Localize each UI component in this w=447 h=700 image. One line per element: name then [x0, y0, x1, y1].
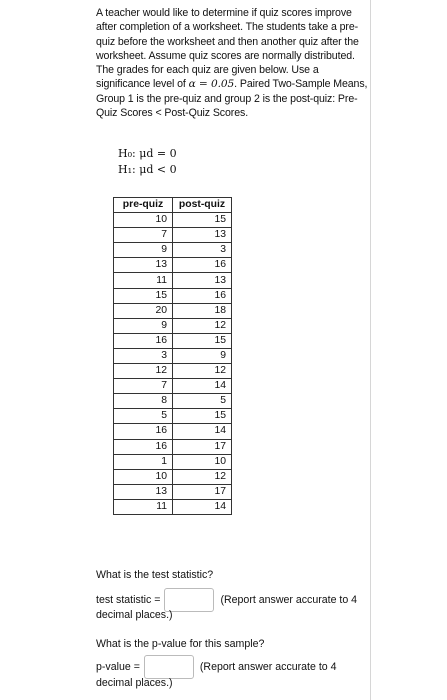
table-row [114, 258, 232, 273]
cell-post-quiz: 12 [173, 318, 232, 333]
cell-post-quiz: 15 [173, 409, 232, 424]
test-statistic-note: (Report answer accurate to 4 [220, 594, 358, 606]
table-row [114, 454, 232, 469]
cell-post-quiz: 9 [173, 348, 232, 363]
cell-pre-quiz: 9 [114, 243, 173, 258]
problem-text: A teacher would like to determine if quiz scores improve after completion of a worksheet. The students take a pre-quiz before the worksheet and then another quiz after the worksheet. Assume quiz scores are normally distributed. The grades for each quiz are given below. Use a significance level of [96, 7, 359, 91]
null-hypothesis: H₀: μd = 0 [118, 147, 177, 160]
problem-text-2: . Paired Two-Sample Means, Group 1 is the pre-quiz and group 2 is the post-quiz: Pre-Quiz Scores < Post-Quiz Scores. [96, 78, 368, 120]
cell-pre-quiz: 3 [114, 348, 173, 363]
test-statistic-label: test statistic = [96, 594, 161, 606]
table-row [114, 213, 232, 228]
cell-post-quiz: 14 [173, 499, 232, 514]
cell-pre-quiz: 7 [114, 228, 173, 243]
scores-table [113, 197, 232, 515]
cell-post-quiz: 12 [173, 469, 232, 484]
cell-post-quiz: 17 [173, 439, 232, 454]
cell-pre-quiz: 8 [114, 394, 173, 409]
alpha-value: α = 0.05 [188, 78, 235, 91]
table-body [114, 213, 232, 515]
table-row [114, 303, 232, 318]
table-row [114, 348, 232, 363]
cell-post-quiz: 17 [173, 484, 232, 499]
test-statistic-note-cont: decimal places.) [96, 609, 173, 621]
table-row [114, 333, 232, 348]
cell-pre-quiz: 1 [114, 454, 173, 469]
header-pre-quiz: pre-quiz [114, 198, 173, 213]
table-row [114, 424, 232, 439]
table-row [114, 364, 232, 379]
cell-pre-quiz: 16 [114, 424, 173, 439]
table-row [114, 439, 232, 454]
cell-pre-quiz: 7 [114, 379, 173, 394]
cell-post-quiz: 3 [173, 243, 232, 258]
table-row [114, 228, 232, 243]
cell-post-quiz: 15 [173, 333, 232, 348]
cell-post-quiz: 12 [173, 364, 232, 379]
p-value-label: p-value = [96, 661, 140, 673]
cell-pre-quiz: 10 [114, 469, 173, 484]
table-row [114, 484, 232, 499]
question-test-statistic: What is the test statistic? [96, 569, 214, 581]
cell-pre-quiz: 15 [114, 288, 173, 303]
cell-post-quiz: 14 [173, 379, 232, 394]
cell-post-quiz: 18 [173, 303, 232, 318]
cell-post-quiz: 16 [173, 288, 232, 303]
cell-pre-quiz: 11 [114, 273, 173, 288]
p-value-note: (Report answer accurate to 4 [199, 661, 337, 673]
cell-pre-quiz: 11 [114, 499, 173, 514]
cell-pre-quiz: 9 [114, 318, 173, 333]
cell-pre-quiz: 16 [114, 333, 173, 348]
table-row [114, 288, 232, 303]
cell-pre-quiz: 13 [114, 484, 173, 499]
table-header-row [114, 198, 232, 213]
p-value-note-cont: decimal places.) [96, 677, 173, 689]
table-row [114, 394, 232, 409]
header-post-quiz: post-quiz [173, 198, 232, 213]
question-p-value: What is the p-value for this sample? [96, 638, 265, 650]
table-row [114, 469, 232, 484]
table-row [114, 409, 232, 424]
table-row [114, 499, 232, 514]
cell-post-quiz: 16 [173, 258, 232, 273]
cell-pre-quiz: 13 [114, 258, 173, 273]
cell-pre-quiz: 16 [114, 439, 173, 454]
cell-post-quiz: 10 [173, 454, 232, 469]
table-row [114, 243, 232, 258]
cell-pre-quiz: 5 [114, 409, 173, 424]
table-row [114, 379, 232, 394]
cell-pre-quiz: 10 [114, 213, 173, 228]
cell-pre-quiz: 20 [114, 303, 173, 318]
problem-statement [96, 6, 372, 120]
cell-post-quiz: 15 [173, 213, 232, 228]
cell-post-quiz: 13 [173, 228, 232, 243]
cell-post-quiz: 5 [173, 394, 232, 409]
table-row [114, 318, 232, 333]
cell-post-quiz: 13 [173, 273, 232, 288]
table-row [114, 273, 232, 288]
hypotheses [118, 146, 177, 178]
alternative-hypothesis: H₁: μd < 0 [118, 163, 177, 176]
cell-post-quiz: 14 [173, 424, 232, 439]
cell-pre-quiz: 12 [114, 364, 173, 379]
